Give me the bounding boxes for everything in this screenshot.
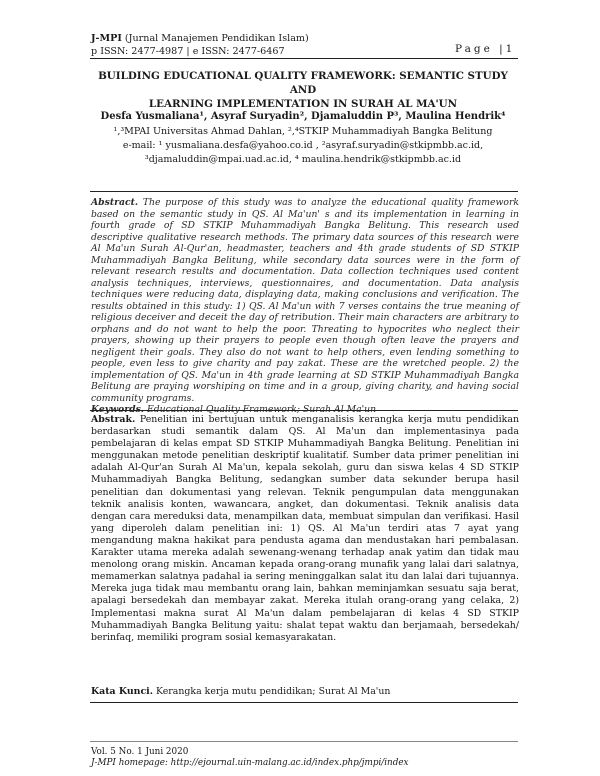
abstract-id-text: Penelitian ini bertujuan untuk menganalisis kerangka kerja mutu pendidikan berdasarkan studi semantik dalam QS. Al Ma'un dan implementasinya pada pembelajaran di kelas empat SD STKIP Muhammadiyah Bangka Belitung. Penelitian ini menggunakan metode penelitian deskriptif kualitatif. Sumber data primer penelitian ini adalah Al-Qur'an Surah Al Ma'un, kepala sekolah, guru dan siswa kelas 4 SD STKIP Muhammadiyah Bangka Belitung, sedangkan sumber data sekunder berupa hasil penelitian dan dokumentasi yang relevan. Teknik pengumpulan data menggunakan teknik analisis konten, wawancara, angket, dan dokumentasi. Teknik analisis data dengan cara mereduksi data, menampilkan data, membuat simpulan dan verifikasi. Hasil yang diperoleh dalam penelitian ini: 1) QS. Al Ma'un terdiri atas 7 ayat yang mengandung makna hakikat para pendusta agama dan mendustakan hari pembalasan. Karakter utama mereka adalah sewenang-wenang terhadap anak yatim dan tidak mau menolong orang miskin. Ancaman kepada orang-orang munafik yang lalai dari salatnya, memamerkan salatnya padahal ia sering meninggalkan salat itu dan lalai dari tujuannya. Mereka juga tidak mau membantu orang lain, bahkan meminjamkan sesuatu saja berat, apalagi bersedekah dan membayar zakat. Mereka itulah orang-orang yang celaka, 2) Implementasi makna surat Al Ma'un dalam pembelajaran di kelas 4 SD STKIP Muhammadiyah Bangka Belitung yaitu: shalat tepat waktu dan berjamaah, bersedekah/ berinfaq, memiliki program sosial kemasyarakatan. <box>91 414 519 643</box>
abstract-id-label: Abstrak. <box>91 414 136 425</box>
journal-abbr: J-MPI <box>91 33 122 44</box>
affiliation-line: ¹,³MPAI Universitas Ahmad Dahlan, ²,⁴STKIP Muhammadiyah Bangka Belitung <box>113 126 493 137</box>
author-list: Desfa Yusmaliana¹, Asyraf Suryadin², Djamaluddin P³, Maulina Hendrik⁴ <box>100 111 506 122</box>
page-number: Page |1 <box>455 43 516 55</box>
page-footer <box>91 747 409 769</box>
keywords-id-label: Kata Kunci. <box>91 686 153 697</box>
email-line-2: ³djamaluddin@mpai.uad.ac.id, ⁴ maulina.hendrik@stkipmbb.ac.id <box>144 154 462 165</box>
abstract-en-paragraph <box>91 197 519 404</box>
email-line-1: e-mail: ¹ yusmaliana.desfa@yahoo.co.id , ²asyraf.suryadin@stkipmbb.ac.id, <box>122 140 484 151</box>
title-line-2: LEARNING IMPLEMENTATION IN SURAH AL MA'UN <box>148 98 458 110</box>
journal-name: (Jurnal Manajemen Pendidikan Islam) <box>124 33 309 44</box>
abstract-english <box>91 197 519 416</box>
issn-line: p ISSN: 2477-4987 | e ISSN: 2477-6467 <box>91 46 285 57</box>
header-divider <box>90 58 518 59</box>
abstract-bottom-divider <box>90 702 518 703</box>
affiliations <box>88 125 518 167</box>
abstract-top-divider <box>90 191 518 192</box>
abstract-id-paragraph <box>91 414 519 644</box>
journal-name-line <box>91 32 309 45</box>
journal-header <box>91 32 309 58</box>
abstract-middle-divider <box>90 410 518 411</box>
volume-info: Vol. 5 No. 1 Juni 2020 <box>91 747 189 757</box>
paper-title <box>88 69 518 111</box>
homepage-link[interactable]: J-MPI homepage: http://ejournal.uin-malang.ac.id/index.php/jmpi/index <box>91 758 409 768</box>
abstract-indonesian <box>91 414 519 644</box>
abstract-en-label: Abstract. <box>91 197 139 208</box>
keywords-id <box>91 686 519 697</box>
footer-divider <box>90 741 518 742</box>
abstract-en-text: The purpose of this study was to analyze the educational quality framework based on the semantic study in QS. Al Ma'un' s and its implementation in learning in fourth grade of SD STKIP Muhammadiyah Bangka Belitung. This research used descriptive qualitative research methods. The primary data sources of this research were Al Ma'un Surah Al-Qur'an, headmaster, teachers and 4th grade students of SD STKIP Muhammadiyah Bangka Belitung, while secondary data sources were in the form of relevant research results and documentation. Data collection techniques used content analysis techniques, interviews, questionnaires, and documentation. Data analysis techniques were reducing data, displaying data, making conclusions and verification. The results obtained in this study: 1) QS. Al Ma'un with 7 verses contains the true meaning of religious deceiver and deceit the day of retribution. Their main characters are arbitrary to orphans and do not want to help the poor. Threating to hypocrites who neglect their prayers, showing up their prayers to people even though often leave the prayers and negligent their goals. They also do not want to help others, even lending something to people, even less to give charity and pay zakat. These are the wretched people. 2) the implementation of QS. Ma'un in 4th grade learning at SD STKIP Muhammadiyah Bangka Belitung are praying worshiping on time and in a group, giving charity, and having social community programs. <box>91 197 519 404</box>
title-line-1: BUILDING EDUCATIONAL QUALITY FRAMEWORK: SEMANTIC STUDY AND <box>98 70 508 96</box>
keywords-id-text: Kerangka kerja mutu pendidikan; Surat Al Ma'un <box>153 686 391 697</box>
